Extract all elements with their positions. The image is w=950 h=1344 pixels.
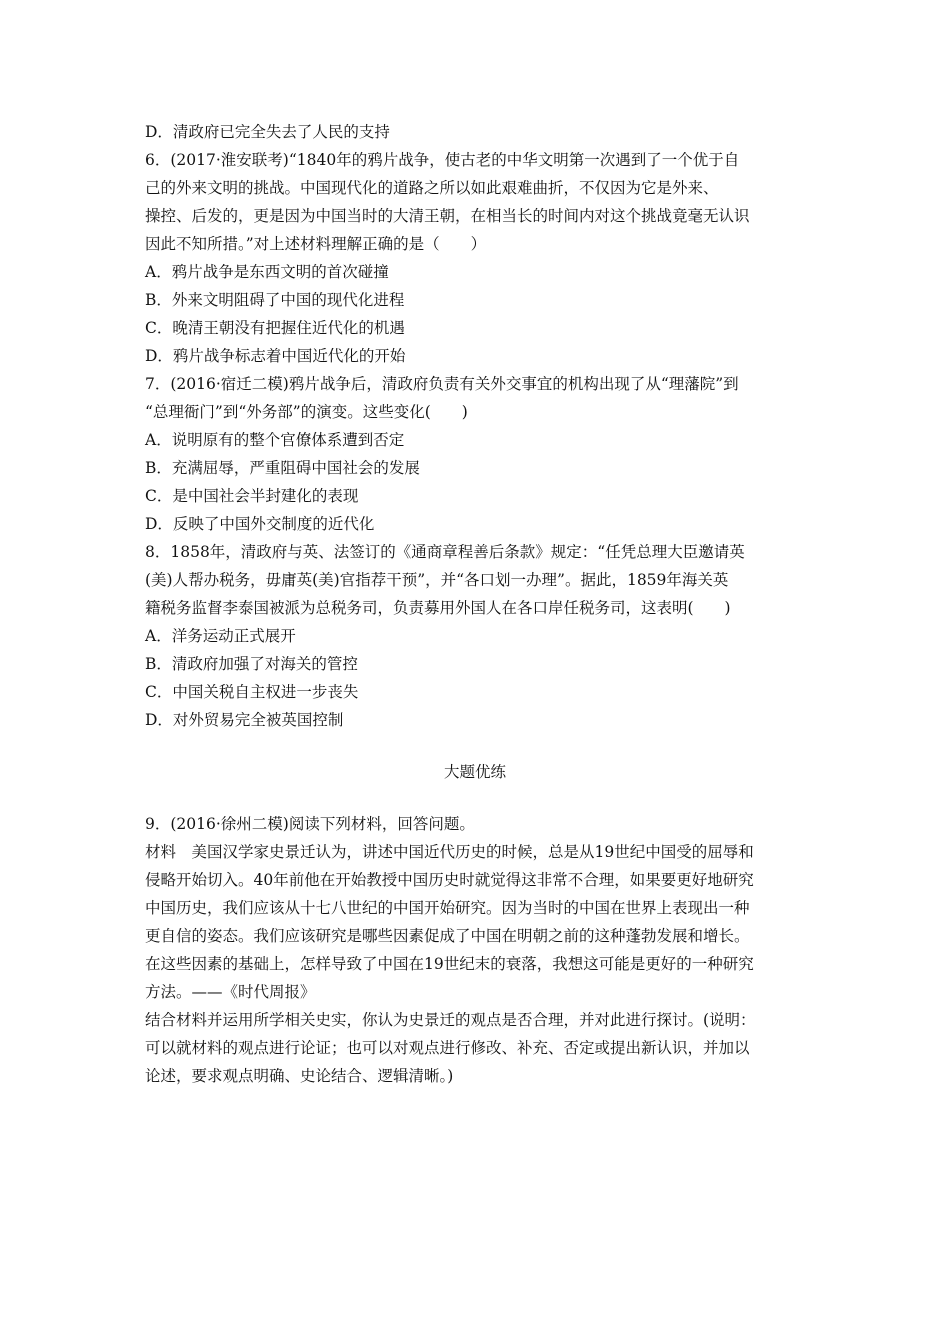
q6-stem-line-2: 己的外来文明的挑战。中国现代化的道路之所以如此艰难曲折，不仅因为它是外来、 — [145, 179, 719, 197]
q6-stem-line-4: 因此不知所措。”对上述材料理解正确的是（ ） — [145, 235, 487, 253]
q7-stem-line-1: 7．(2016·宿迁二模)鸦片战争后，清政府负责有关外交事宜的机构出现了从“理藩院”到 — [145, 375, 739, 393]
q6-option-b: B．外来文明阻碍了中国的现代化进程 — [145, 291, 405, 309]
q9-task-line-3: 论述，要求观点明确、史论结合、逻辑清晰。) — [145, 1067, 454, 1085]
q8-stem-line-1: 8．1858年，清政府与英、法签订的《通商章程善后条款》规定：“任凭总理大臣邀请英 — [145, 543, 745, 561]
q8-option-c: C．中国关税自主权进一步丧失 — [145, 683, 359, 701]
q7-option-a: A．说明原有的整个官僚体系遭到否定 — [145, 431, 405, 449]
q9-material-source: 方法。——《时代周报》 — [145, 983, 316, 1001]
q7-stem-line-2: “总理衙门”到“外务部”的演变。这些变化( ) — [145, 403, 468, 421]
q9-material-line-3: 中国历史，我们应该从十七八世纪的中国开始研究。因为当时的中国在世界上表现出一种 — [145, 899, 750, 917]
q5-option-d: D．清政府已完全失去了人民的支持 — [145, 123, 390, 141]
section-heading: 大题优练 — [443, 763, 506, 781]
q9-material-line-4: 更自信的姿态。我们应该研究是哪些因素促成了中国在明朝之前的这种蓬勃发展和增长。 — [145, 927, 750, 945]
q6-option-a: A．鸦片战争是东西文明的首次碰撞 — [145, 263, 389, 281]
q8-stem-line-3: 籍税务监督李泰国被派为总税务司，负责募用外国人在各口岸任税务司，这表明( ) — [145, 599, 731, 617]
q8-option-d: D．对外贸易完全被英国控制 — [145, 711, 344, 729]
q7-option-b: B．充满屈辱，严重阻碍中国社会的发展 — [145, 459, 420, 477]
q7-option-d: D．反映了中国外交制度的近代化 — [145, 515, 375, 533]
q8-option-a: A．洋务运动正式展开 — [145, 627, 296, 645]
q8-option-b: B．清政府加强了对海关的管控 — [145, 655, 358, 673]
q8-stem-line-2: (美)人帮办税务，毋庸英(美)官指荐干预”，并“各口划一办理”。据此，1859年海关英 — [145, 571, 729, 589]
q9-task-line-1: 结合材料并运用所学相关史实，你认为史景迁的观点是否合理，并对此进行探讨。(说明： — [145, 1011, 756, 1029]
q9-task-line-2: 可以就材料的观点进行论证；也可以对观点进行修改、补充、否定或提出新认识，并加以 — [145, 1039, 750, 1057]
q6-option-c: C．晚清王朝没有把握住近代化的机遇 — [145, 319, 405, 337]
q7-option-c: C．是中国社会半封建化的表现 — [145, 487, 359, 505]
q6-stem-line-3: 操控、后发的，更是因为中国当时的大清王朝，在相当长的时间内对这个挑战竟毫无认识 — [145, 207, 750, 225]
q9-material-line-1: 材料 美国汉学家史景迁认为，讲述中国近代历史的时候，总是从19世纪中国受的屈辱和 — [145, 843, 754, 861]
q6-option-d: D．鸦片战争标志着中国近代化的开始 — [145, 347, 406, 365]
q9-material-line-2: 侵略开始切入。40年前他在开始教授中国历史时就觉得这非常不合理，如果要更好地研究 — [145, 871, 754, 889]
q9-material-line-5: 在这些因素的基础上，怎样导致了中国在19世纪末的衰落，我想这可能是更好的一种研究 — [145, 955, 754, 973]
q6-stem-line-1: 6．(2017·淮安联考)“1840年的鸦片战争，使古老的中华文明第一次遇到了一个优于自 — [145, 151, 740, 169]
q9-stem: 9．(2016·徐州二模)阅读下列材料，回答问题。 — [145, 815, 475, 833]
